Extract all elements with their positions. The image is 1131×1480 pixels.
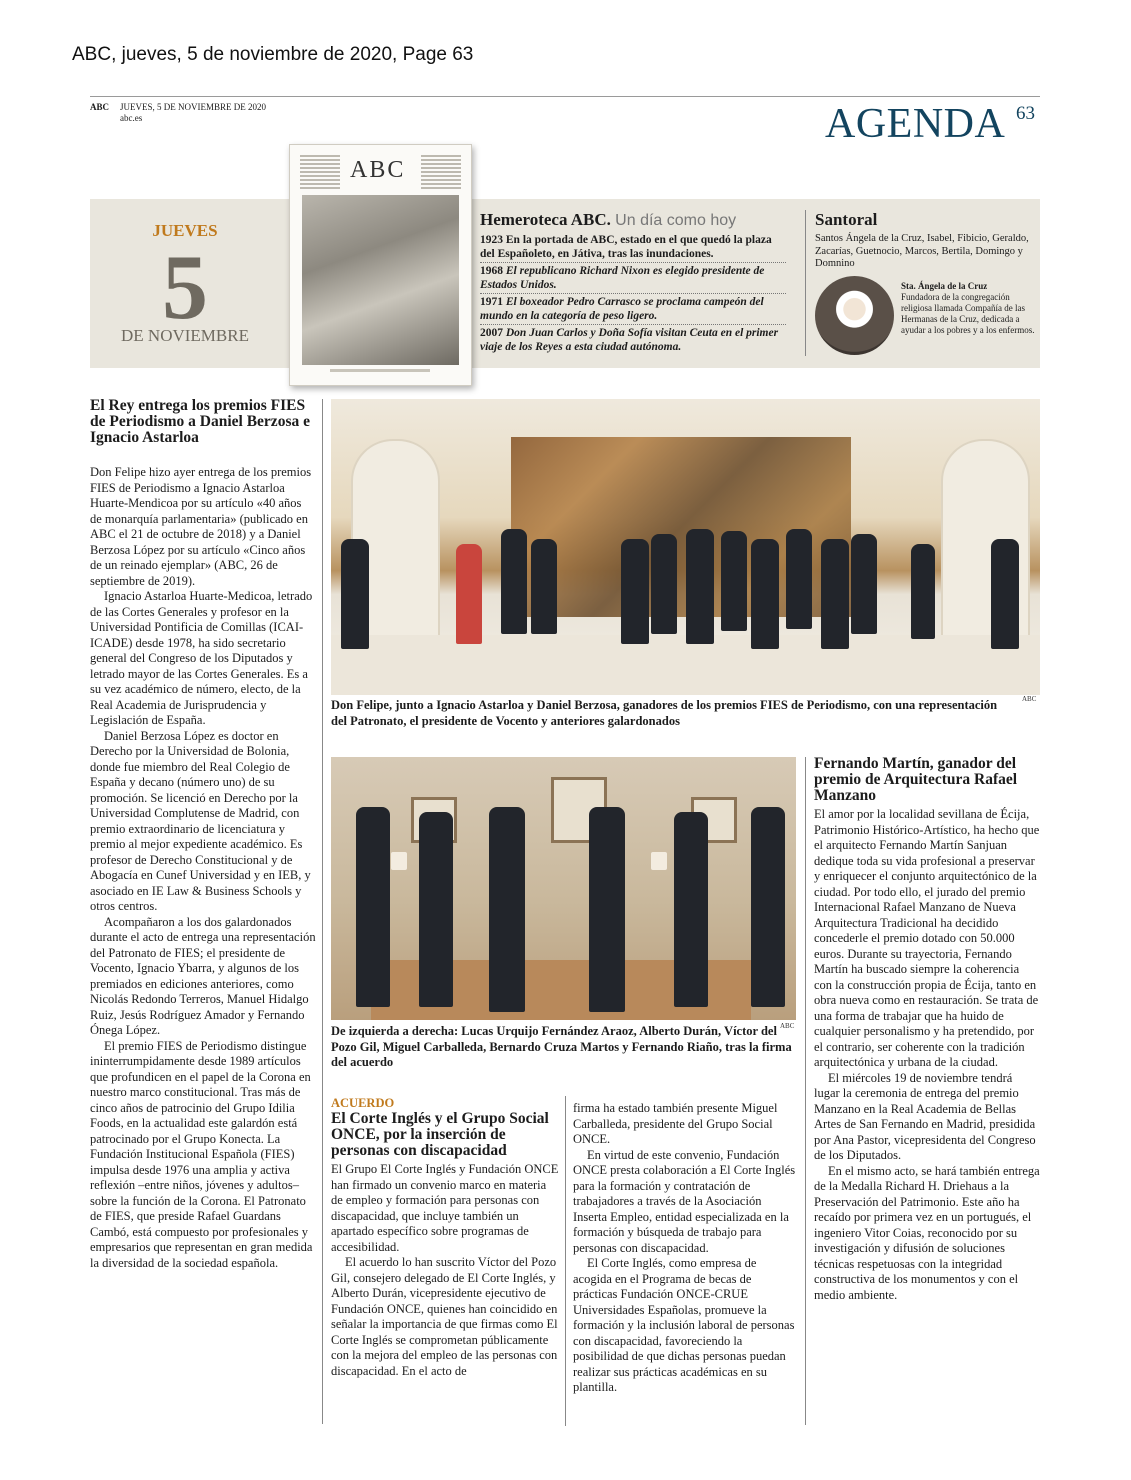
manzano-paragraph: En el mismo acto, se hará también entrega de la Medalla Richard H. Driehaus a la Preservación del Patrimonio. Este año ha recaído por primera vez en un portugués, el ingeniero Vitor Coias, reconocido por su investigación y difusión de soluciones técnicas respetuosas con la integridad constructiva de los monumentos y con el medio ambiente. [814,1163,1040,1302]
person-figure [456,544,482,644]
manzano-paragraph: El amor por la localidad sevillana de Écija, Patrimonio Histórico-Artístico, ha hecho que el arquitecto Fernando Martín Sanjuan dedique toda su vida profesional a preservar y enriquecer el conjunto arquitectónico de la ciudad. Por todo ello, el jurado del premio Internacional Rafael Manzano de Nueva Arquitectura Tradicional ha decidido concederle el premio dotado con 50.000 euros. Durante su trayectoria, Fernando Martín ha buscado siempre la coherencia con la construcción propia de Écija, tanto en obra nueva como en restauración. Se trata de una forma de trabajar que ha huido de cualquier personalismo y ha pretendido, por el contrario, ser coherente con la tradición arquitectónica y urbana de la ciudad. [814,807,1040,1069]
photo-caption: Don Felipe, junto a Ignacio Astarloa y Daniel Berzosa, ganadores de los premios FIES de Periodismo, con una representación del Patronato, el presidente de Vocento y anteriores galardonados [331,698,998,728]
person-figure [786,529,812,629]
hemeroteca-cover-thumbnail [289,144,472,386]
person-figure [911,544,935,639]
thumbnail-logo: ABC [350,157,406,183]
manzano-body [814,807,1040,1303]
person-figure [621,539,649,644]
masthead-site: abc.es [120,113,143,123]
person-figure [501,529,527,634]
hemeroteca-item [480,327,786,354]
santoral-title: Santoral [815,210,878,229]
person-figure [674,812,708,1007]
hemeroteca-separator [480,324,786,325]
award-ceremony-photo [331,399,1040,695]
column-divider [805,757,806,1425]
column-divider [565,1096,566,1426]
once-paragraph: firma ha estado también presente Miguel Carballeda, presidente del Grupo Social ONCE. [573,1101,778,1146]
date-weekday: JUEVES [152,221,218,240]
person-figure [419,812,453,1007]
thumbnail-text-block [300,155,340,189]
thumbnail-caption [330,369,430,372]
section-title: AGENDA [825,101,1006,147]
once-headline: El Corte Inglés y el Grupo Social ONCE, por la inserción de personas con discapacidad [331,1110,549,1159]
once-paragraph: El Grupo El Corte Inglés y Fundación ONCE han firmado un convenio marco en materia de empleo y formación para personas con discapacidad, que incluye también un apartado específico sobre programas de accesibilidad. [331,1162,559,1254]
date-month: DE NOVIEMBRE [121,326,249,345]
once-paragraph: El Corte Inglés, como empresa de acogida en el Programa de becas de prácticas Fundación ONCE-CRUE Universidades Españolas, promueve la formación y la inclusión laboral de personas con discapacidad, favoreciendo la posibilidad de que dichas personas puedan realizar sus prácticas académicas en su plantilla. [573,1256,795,1394]
fies-headline: El Rey entrega los premios FIES de Periodismo a Daniel Berzosa e Ignacio Astarloa [90,397,310,446]
hemeroteca-year: 1923 [480,234,503,246]
person-figure [751,807,785,1007]
photo-lamp [391,852,407,870]
date-day: 5 [162,236,208,338]
photo-caption: De izquierda a derecha: Lucas Urquijo Fernández Araoz, Alberto Durán, Víctor del Pozo Gil, Miguel Carballeda, Bernardo Cruza Martos y Fernando Riaño, tras la firma del acuerdo [331,1024,792,1069]
column-divider [805,210,806,356]
hemeroteca-separator [480,262,786,263]
header-rule [90,96,1040,97]
fies-paragraph: Daniel Berzosa López es doctor en Derecho por la Universidad de Bolonia, donde fue miembro del Real Colegio de España y decano (número uno) de su promoción. Se licenció en Derecho por la Universidad Complutense de Madrid, con premio extraordinario de licenciatura y premio al mejor expediente académico. Es profesor de Derecho Constitucional y de Abogacía en Cunef Universidad y en IEB, y asociado en IE Law & Business Schools y otros centros. [90,728,311,913]
thumbnail-text-block [421,155,461,189]
fies-body [90,465,316,1271]
photo-lamp [651,852,667,870]
fies-paragraph: Acompañaron a los dos galardonados durante el acto de entrega una representación del Patronato de FIES; el presidente de Vocento, Ignacio Ybarra, y algunos de los premiados en ediciones anteriores, como Nicolás Redondo Terreros, Manuel Hidalgo Ruiz, Jesús Rodríguez Amador y Fernando Ónega López. [90,914,316,1037]
person-figure [651,534,677,634]
person-figure [489,807,525,1012]
once-kicker: ACUERDO [331,1096,395,1110]
person-figure [751,539,779,649]
signing-photo [331,757,796,1020]
manzano-headline: Fernando Martín, ganador del premio de Arquitectura Rafael Manzano [814,755,1018,804]
person-figure [991,539,1019,649]
hemeroteca-year: 1968 [480,265,503,277]
thumbnail-photo [302,195,459,365]
hemeroteca-title-text: Hemeroteca ABC. [480,210,611,229]
person-figure [721,531,747,631]
column-divider [322,399,323,1424]
manzano-paragraph: El miércoles 19 de noviembre tendrá lugar la ceremonia de entrega del premio Manzano en la Real Academia de Bellas Artes de San Fernando en Madrid, presidida por Ana Pastor, vicepresidenta del Congreso de los Diputados. [814,1070,1036,1162]
hemeroteca-year: 2007 [480,327,503,339]
hemeroteca-item [480,296,786,323]
saint-name: Sta. Ángela de la Cruz [901,281,988,291]
once-body-col2 [573,1101,798,1396]
masthead-brand: ABC [90,102,110,112]
fies-paragraph: Ignacio Astarloa Huarte-Medicoa, letrado de las Cortes Generales y profesor en la Universidad Pontificia de Comillas (ICAI-ICADE) desde 1978, ha sido secretario general del Congreso de los Diputados y letrado mayor de las Cortes Generales. Es a su vez académico de número, electo, de la Real Academia de Jurisprudencia y Legislación de España. [90,589,313,727]
once-paragraph: En virtud de este convenio, Fundación ONCE presta colaboración a El Corte Inglés para la formación y contratación de trabajadores a través de la Asociación Inserta Empleo, entidad especializada en la formación y búsqueda de trabajo para personas con discapacidad. [573,1147,796,1255]
hemeroteca-text: En la portada de ABC, estado en el que quedó la plaza del Españoleto, en Játiva, tras las inundaciones. [480,234,772,260]
person-figure [531,539,557,634]
fies-paragraph: El premio FIES de Periodismo distingue ininterrumpidamente desde 1989 artículos que profundicen en el papel de la Corona en nuestro marco constitucional. Tras más de cinco años de patrocinio del Grupo Idilia Foods, en la actualidad este galardón está patrocinado por el Grupo Konecta. La Fundación Institucional Española (FIES) impulsa desde 1976 una amplia y activa reflexión –entre niños, jóvenes y adultos– sobre la función de la Corona. El Patronato de FIES, que preside Rafael Guardans Cambó, está compuesto por profesionales y empresarios que representan en gran medida la diversidad de la sociedad española. [90,1038,313,1270]
santoral-text: Santos Ángela de la Cruz, Isabel, Fibicio, Geraldo, Zacarías, Guetnocio, Marcos, Bertila, Domingo y Domnino [815,233,1029,269]
date-box [90,199,280,368]
once-body-col1 [331,1162,559,1379]
hemeroteca-item [480,265,786,292]
hemeroteca-item [480,234,786,261]
photo-credit: ABC [780,1022,795,1030]
saint-portrait [815,276,894,355]
person-figure [851,534,877,634]
hemeroteca-text: El boxeador Pedro Carrasco se proclama campeón del mundo en la categoría de peso ligero. [480,296,764,322]
hemeroteca-separator [480,293,786,294]
person-figure [589,807,625,1012]
once-paragraph: El acuerdo lo han suscrito Víctor del Pozo Gil, consejero delegado de El Corte Inglés, y Alberto Durán, vicepresidente ejecutivo de Fundación ONCE, quienes han coincidido en señalar la importancia de que firmas como El Corte Inglés se comprometan públicamente con la mejora del empleo de las personas con discapacidad. En el acto de [331,1255,558,1378]
person-figure [686,529,714,644]
hemeroteca-subtitle: Un día como hoy [615,212,737,229]
page-number: 63 [1016,103,1035,124]
photo-credit: ABC [1022,695,1037,703]
page-header: ABC, jueves, 5 de noviembre de 2020, Page 63 [72,44,474,65]
hemeroteca-year: 1971 [480,296,503,308]
hemeroteca-text: Don Juan Carlos y Doña Sofía visitan Ceuta en el primer viaje de los Reyes a esta ciudad autónoma. [480,327,779,353]
masthead-date: JUEVES, 5 DE NOVIEMBRE DE 2020 [120,102,266,112]
fies-paragraph: Don Felipe hizo ayer entrega de los premios FIES de Periodismo a Ignacio Astarloa Huarte-Mendicoa por su artículo «40 años de monarquía parlamentaria» (publicado en ABC el 21 de octubre de 2018) y a Daniel Berzosa López por su artículo «Cinco años de un reinado ejemplar» (ABC, 26 de septiembre de 2019). [90,465,312,588]
person-figure [821,539,849,649]
photo-floor [331,635,1040,695]
saint-description: Fundadora de la congregación religiosa llamada Compañía de las Hermanas de la Cruz, dedicada a ayudar a los pobres y a los enfermos. [901,292,1035,335]
hemeroteca-text: El republicano Richard Nixon es elegido presidente de Estados Unidos. [480,265,765,291]
person-figure [341,539,369,649]
person-figure [356,807,390,1007]
hemeroteca-title [480,210,736,230]
